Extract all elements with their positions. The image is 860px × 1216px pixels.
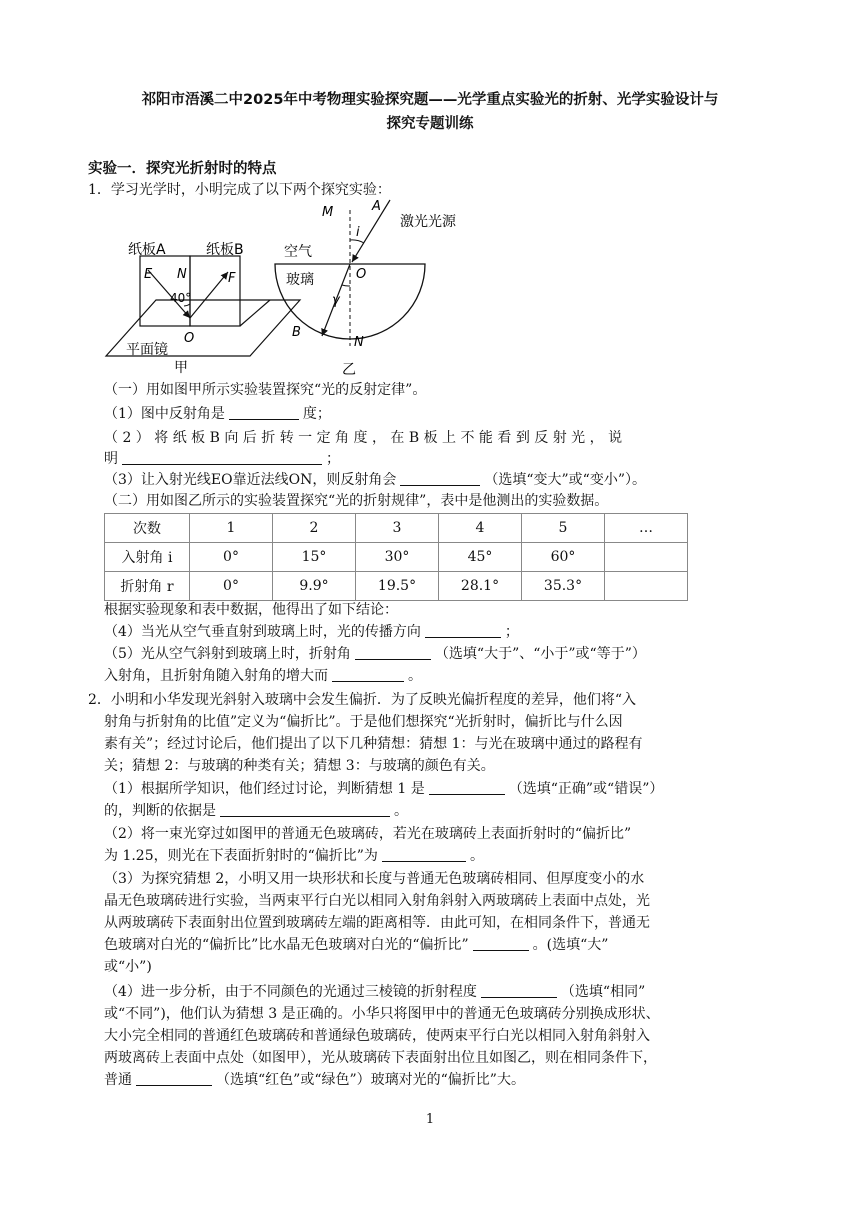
table-cell: 19.5°	[356, 572, 439, 601]
q2-s4-line3: 大小完全相同的普通红色玻璃砖和普通绿色玻璃砖，使两束平行白光以相同入射角斜射入	[104, 1028, 650, 1044]
table-cell: 15°	[273, 543, 356, 572]
label-o-jia: O	[184, 331, 195, 346]
q2-line3: 素有关”；经过讨论后，他们提出了以下几种猜想：猜想 1：与光在玻璃中通过的路程有	[104, 736, 643, 752]
answer-blank[interactable]	[429, 780, 505, 795]
q1-sub4: （4）当光从空气垂直射到玻璃上时，光的传播方向 ；	[104, 624, 519, 640]
label-f: F	[228, 271, 236, 286]
q2-s4-line1: （4）进一步分析，由于不同颜色的光通过三棱镜的折射程度 （选填“相同”	[104, 984, 646, 1000]
answer-blank[interactable]	[332, 667, 404, 682]
reflected-ray-of	[190, 272, 228, 318]
q2-s3-line3: 从两玻璃砖下表面射出位置到玻璃砖左端的距离相等．由此可知，在相同条件下，普通无	[104, 915, 650, 931]
table-cell: 0°	[190, 543, 273, 572]
q2-s1-line2: 的，判断的依据是 。	[104, 803, 408, 819]
table-row-refraction	[105, 572, 688, 601]
table-cell: 45°	[439, 543, 522, 572]
figure-jia	[106, 241, 300, 376]
q2-s3-line5: 或“小”)	[104, 959, 152, 975]
q2-line4: 关；猜想 2：与玻璃的种类有关；猜想 3：与玻璃的颜色有关。	[104, 758, 495, 774]
table-cell	[605, 572, 688, 601]
label-board-b: 纸板B	[206, 242, 244, 258]
q1-sub2-line2: 明 ；	[104, 451, 340, 467]
q2-s4-line2: 或“不同”)，他们认为猜想 3 是正确的。小华只将图甲中的普通无色玻璃砖分别换成形状、	[104, 1006, 660, 1022]
q1-part1-intro: （一）用如图甲所示实验装置探究“光的反射定律”。	[104, 382, 427, 398]
answer-blank[interactable]	[122, 450, 322, 465]
label-air: 空气	[284, 244, 312, 260]
q1-part2-intro: （二）用如图乙所示的实验装置探究“光的折射规律”，表中是他测出的实验数据。	[104, 493, 609, 509]
table-cell: 35.3°	[522, 572, 605, 601]
title-line-2: 探究专题训练	[386, 116, 474, 132]
q1-conclusion-intro: 根据实验现象和表中数据，他得出了如下结论：	[104, 602, 398, 618]
answer-blank[interactable]	[382, 847, 466, 862]
label-gamma: γ	[332, 293, 340, 308]
label-n-yi: N	[354, 335, 364, 350]
figure-yi	[275, 199, 457, 378]
caption-jia: 甲	[174, 360, 188, 376]
q2-s3-line4: 色玻璃对白光的“偏折比”比水晶无色玻璃对白光的“偏折比” 。(选填“大”	[104, 937, 609, 953]
answer-blank[interactable]	[229, 405, 299, 420]
q2-s2-line2: 为 1.25，则光在下表面折射时的“偏折比”为 。	[104, 848, 484, 864]
label-a: A	[372, 199, 381, 214]
q2-s2-line1: （2）将一束光穿过如图甲的普通无色玻璃砖，若光在玻璃砖上表面折射时的“偏折比”	[104, 826, 632, 842]
q2-s1-line1: （1）根据所学知识，他们经过讨论，判断猜想 1 是 （选填“正确”或“错误”）	[104, 781, 664, 797]
table-cell: 28.1°	[439, 572, 522, 601]
label-angle-40: 40°	[170, 291, 192, 305]
table-cell: 1	[190, 514, 273, 543]
answer-blank[interactable]	[136, 1071, 212, 1086]
label-laser-source: 激光光源	[400, 214, 456, 230]
label-board-a: 纸板A	[128, 242, 166, 258]
answer-blank[interactable]	[425, 623, 501, 638]
table-cell: 4	[439, 514, 522, 543]
label-mirror: 平面镜	[126, 342, 168, 358]
label-i: i	[356, 225, 360, 240]
q1-sub1: （1）图中反射角是 度；	[104, 406, 331, 422]
table-cell: 9.9°	[273, 572, 356, 601]
table-cell: 折射角 r	[105, 572, 190, 601]
q2-s4-line4: 两玻离砖上表面中点处（如图甲），光从玻璃砖下表面射出位且如图乙，则在相同条件下，	[104, 1050, 657, 1066]
table-cell: 次数	[105, 514, 190, 543]
table-row-incidence	[105, 543, 688, 572]
q2-s3-line1: （3）为探究猜想 2，小明又用一块形状和长度与普通无色玻璃砖相同、但厚度变小的水	[104, 871, 645, 887]
table-cell: 入射角 i	[105, 543, 190, 572]
answer-blank[interactable]	[473, 936, 529, 951]
table-row-header	[105, 514, 688, 543]
optics-figure	[100, 196, 660, 378]
label-glass: 玻璃	[286, 272, 314, 288]
board-b	[190, 256, 240, 326]
answer-blank[interactable]	[355, 645, 431, 660]
answer-blank[interactable]	[481, 983, 557, 998]
page-number: 1	[425, 1112, 435, 1127]
q2-line1: 2．小明和小华发现光斜射入玻璃中会发生偏折．为了反映光偏折程度的差异，他们将“入	[88, 692, 637, 708]
document-title	[70, 88, 790, 136]
table-cell: 5	[522, 514, 605, 543]
q2-s3-line2: 晶无色玻璃砖进行实验，当两束平行白光以相同入射角斜射入两玻璃砖上表面中点处，光	[104, 893, 650, 909]
q1-sub2-line1: （ 2 ） 将 纸 板 B 向 后 折 转 一 定 角 度 ， 在 B 板 上 不 能 看 到 反 射 光 ， 说	[104, 430, 623, 446]
section-heading: 实验一．探究光折射时的特点	[88, 161, 277, 177]
title-line-1: 祁阳市浯溪二中2025年中考物理实验探究题——光学重点实验光的折射、光学实验设计与	[141, 92, 719, 108]
q2-s4-line5: 普通 （选填“红色”或“绿色”）玻璃对光的“偏折比”大。	[104, 1072, 525, 1088]
table-cell: 60°	[522, 543, 605, 572]
label-o-yi: O	[356, 267, 367, 282]
label-m: M	[322, 205, 334, 220]
label-e: E	[144, 267, 153, 282]
caption-yi: 乙	[342, 362, 356, 378]
label-b: B	[292, 325, 301, 340]
q1-sub3: （3）让入射光线EO靠近法线ON，则反射角会 （选填“变大”或“变小”）。	[104, 472, 646, 488]
table-cell: 30°	[356, 543, 439, 572]
answer-blank[interactable]	[220, 802, 390, 817]
q1-sub5-line1: （5）光从空气斜射到玻璃上时，折射角 （选填“大于”、“小于”或“等于”）	[104, 646, 646, 662]
table-cell	[605, 543, 688, 572]
answer-blank[interactable]	[400, 471, 480, 486]
table-cell: 0°	[190, 572, 273, 601]
q2-line2: 射角与折射角的比值”定义为“偏折比”。于是他们想探究“光折射时，偏折比与什么因	[104, 714, 623, 730]
label-n-jia: N	[177, 267, 187, 282]
table-cell: 3	[356, 514, 439, 543]
q1-sub5-line2: 入射角，且折射角随入射角的增大而 。	[104, 668, 422, 684]
table-cell: …	[605, 514, 688, 543]
q1-intro: 1．学习光学时，小明完成了以下两个探究实验：	[88, 182, 391, 198]
refraction-data-table	[104, 513, 688, 601]
table-cell: 2	[273, 514, 356, 543]
